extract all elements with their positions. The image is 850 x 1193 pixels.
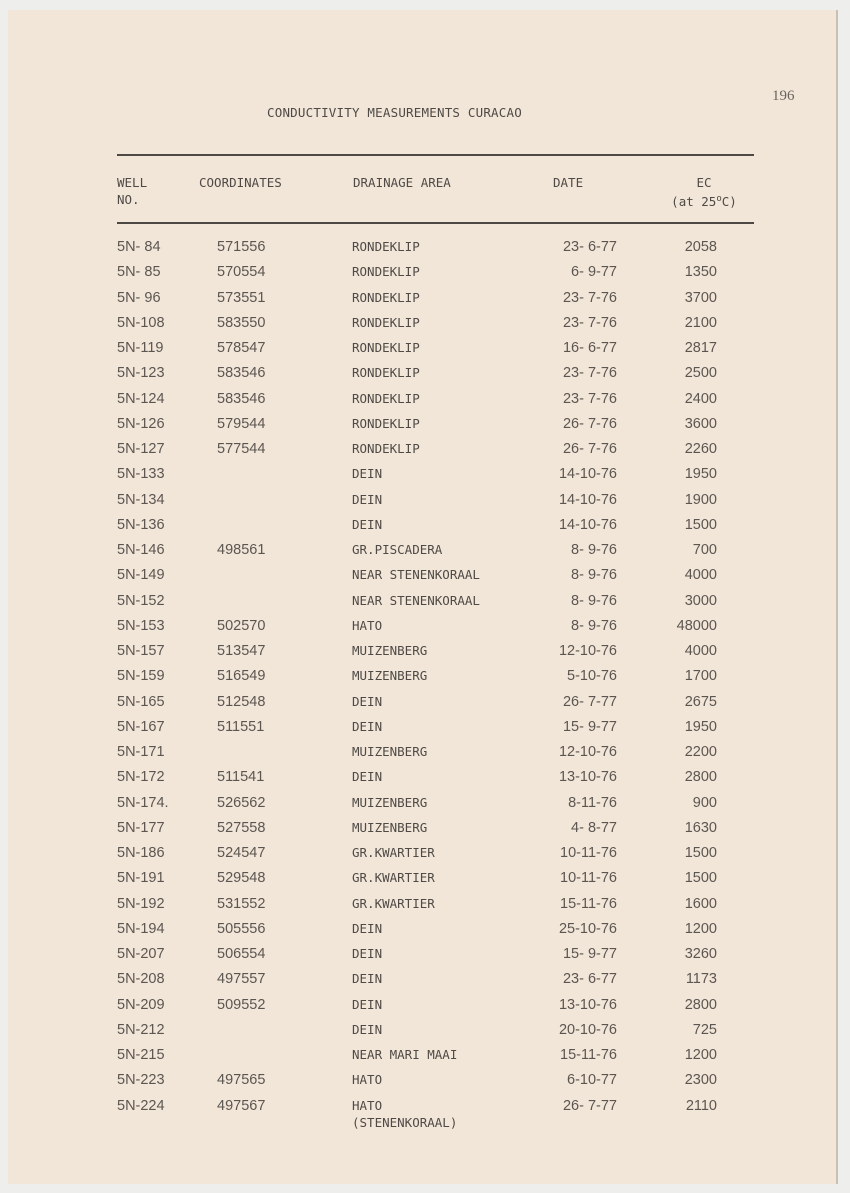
ec-cell: 1200	[684, 1047, 717, 1063]
ec-cell: 48000	[676, 617, 717, 634]
header-ec-line2	[662, 191, 746, 210]
coordinates-cell: 497567	[217, 1097, 266, 1114]
ec-cell: 1500	[684, 845, 717, 861]
ec-cell: 1500	[684, 870, 717, 887]
coordinates-cell: 512548	[217, 693, 266, 710]
coordinates-cell: 583546	[217, 390, 266, 407]
coordinates-cell: 578547	[217, 340, 266, 356]
drainage-area-cell: DEIN	[352, 946, 383, 961]
header-coordinates: COORDINATES	[199, 175, 282, 190]
date-cell: 13-10-76	[558, 996, 617, 1013]
table-row	[0, 1072, 850, 1094]
well-no-cell: 5N-172	[117, 769, 165, 786]
date-cell: 8- 9-76	[571, 592, 617, 609]
date-cell: 14-10-76	[558, 516, 617, 533]
ec-cell: 1600	[684, 895, 717, 912]
coordinates-cell: 511541	[217, 769, 265, 786]
drainage-area-cell: RONDEKLIP	[352, 365, 420, 381]
date-cell: 4- 8-77	[571, 819, 617, 836]
drainage-area-cell: RONDEKLIP	[352, 415, 420, 431]
table-row	[0, 921, 850, 943]
ec-cell: 1700	[684, 668, 717, 685]
date-cell: 26- 7-76	[562, 415, 617, 432]
drainage-area-cell: RONDEKLIP	[352, 239, 420, 254]
header-ec-line1: EC	[696, 175, 712, 190]
document-title: CONDUCTIVITY MEASUREMENTS CURACAO	[267, 105, 522, 120]
coordinates-cell: 526562	[217, 794, 266, 811]
drainage-area-cell: RONDEKLIP	[352, 314, 420, 330]
ec-cell: 2800	[684, 996, 717, 1013]
table-row	[0, 365, 850, 387]
table-row	[0, 668, 850, 690]
drainage-area-cell: DEIN	[352, 491, 383, 507]
drainage-area-cell: DEIN	[352, 971, 383, 987]
table-row	[0, 643, 850, 665]
ec-cell: 3700	[684, 289, 717, 306]
ec-cell: 1950	[684, 466, 717, 483]
date-cell: 6- 9-77	[571, 264, 617, 281]
table-row	[0, 618, 850, 640]
table-row	[0, 769, 850, 791]
coordinates-cell: 497557	[217, 971, 266, 988]
drainage-area-cell: HATO	[352, 1072, 383, 1088]
ec-cell: 2675	[684, 693, 717, 710]
drainage-area-cell: NEAR MARI MAAI	[352, 1047, 458, 1062]
well-no-cell: 5N-134	[117, 491, 165, 508]
table-row	[0, 845, 850, 867]
drainage-area-cell: GR.KWARTIER	[352, 845, 435, 860]
date-cell: 23- 6-77	[562, 239, 617, 255]
date-cell: 14-10-76	[558, 491, 617, 508]
table-row	[0, 997, 850, 1019]
ec-cell: 4000	[684, 567, 717, 584]
well-no-cell: 5N-133	[117, 466, 165, 483]
well-no-cell: 5N-152	[117, 592, 165, 609]
ec-cell: 2800	[684, 769, 717, 786]
well-no-cell: 5N-209	[117, 996, 165, 1013]
coordinates-cell: 509552	[217, 996, 266, 1013]
well-no-cell: 5N-194	[117, 920, 165, 937]
ec-cell: 2260	[684, 441, 717, 457]
well-no-cell: 5N-126	[117, 415, 165, 432]
date-cell: 26- 7-77	[562, 1097, 617, 1114]
header-well-line1: WELL	[117, 175, 148, 190]
drainage-area-cell: RONDEKLIP	[352, 441, 420, 456]
ec-cell: 4000	[684, 643, 717, 659]
header-well-line2: NO.	[117, 192, 140, 207]
ec-cell: 2100	[684, 314, 717, 331]
well-no-cell: 5N-186	[117, 845, 165, 861]
table-row	[0, 719, 850, 741]
coordinates-cell: 502570	[217, 617, 266, 634]
table-row	[0, 593, 850, 615]
ec-cell: 1173	[685, 971, 717, 988]
well-no-cell: 5N-123	[117, 365, 165, 382]
drainage-area-cell: DEIN	[352, 920, 383, 936]
date-cell: 23- 7-76	[562, 365, 617, 382]
header-ec-suffix: C)	[721, 194, 737, 210]
ec-cell: 900	[692, 794, 717, 811]
well-no-cell: 5N-191	[117, 870, 165, 887]
header-well-no	[117, 174, 147, 208]
table-row	[0, 239, 850, 261]
header-date: DATE	[553, 175, 584, 190]
header-bottom-rule	[117, 222, 754, 224]
drainage-area-cell: DEIN	[352, 769, 383, 785]
drainage-area-cell: RONDEKLIP	[352, 390, 420, 406]
date-cell: 12-10-76	[558, 643, 617, 659]
table-row	[0, 694, 850, 716]
drainage-area-cell: MUIZENBERG	[352, 744, 428, 759]
date-cell: 15-11-76	[560, 895, 617, 912]
coordinates-cell: 506554	[217, 946, 266, 962]
coordinates-cell: 524547	[217, 845, 266, 861]
well-no-cell: 5N-223	[117, 1072, 165, 1089]
drainage-area-cell: DEIN	[352, 996, 383, 1012]
well-no-cell: 5N-136	[117, 516, 165, 533]
well-no-cell: 5N- 84	[117, 239, 161, 255]
drainage-area-cell: NEAR STENENKORAAL	[352, 567, 480, 583]
well-no-cell: 5N-127	[117, 441, 165, 457]
coordinates-cell: 527558	[217, 819, 266, 836]
date-cell: 23- 6-77	[562, 971, 617, 988]
well-no-cell: 5N-192	[117, 895, 165, 912]
date-cell: 8- 9-76	[571, 567, 617, 584]
ec-cell: 2500	[684, 365, 717, 382]
table-row	[0, 492, 850, 514]
coordinates-cell: 583546	[217, 365, 266, 382]
well-no-cell: 5N-124	[117, 390, 165, 407]
header-ec	[662, 174, 746, 210]
drainage-area-cell: RONDEKLIP	[352, 289, 420, 305]
coordinates-cell: 513547	[217, 643, 266, 659]
coordinates-cell: 505556	[217, 920, 266, 937]
drainage-area-cell: DEIN	[352, 718, 383, 734]
ec-cell: 2200	[684, 744, 717, 760]
page-number: 196	[772, 88, 795, 104]
coordinates-cell: 583550	[217, 314, 266, 331]
drainage-area-cell: MUIZENBERG	[352, 643, 428, 658]
ec-cell: 2817	[684, 340, 717, 356]
date-cell: 23- 7-76	[562, 390, 617, 407]
well-no-cell: 5N-153	[117, 617, 165, 634]
well-no-cell: 5N-167	[117, 718, 165, 735]
drainage-area-cell: DEIN	[352, 516, 383, 532]
drainage-area-cell: GR.PISCADERA	[352, 542, 443, 557]
coordinates-cell: 498561	[217, 542, 266, 558]
date-cell: 8- 9-76	[571, 617, 617, 634]
ec-cell: 1350	[684, 264, 717, 281]
well-no-cell: 5N- 85	[117, 264, 161, 281]
drainage-area-cell: RONDEKLIP	[352, 340, 420, 355]
coordinates-cell: 579544	[217, 415, 266, 432]
coordinates-cell: 529548	[217, 870, 266, 887]
ec-cell: 1200	[684, 920, 717, 937]
header-ec-degree: o	[716, 194, 722, 204]
drainage-area-cell: MUIZENBERG	[352, 819, 428, 835]
date-cell: 15-11-76	[560, 1047, 617, 1063]
well-no-cell: 5N-215	[117, 1047, 165, 1063]
table-row	[0, 744, 850, 766]
drainage-area-cell: HATO	[352, 617, 383, 633]
table-row	[0, 1047, 850, 1069]
date-cell: 15- 9-77	[562, 718, 617, 735]
table-row	[0, 795, 850, 817]
date-cell: 12-10-76	[558, 744, 617, 760]
ec-cell: 700	[692, 542, 717, 558]
well-no-cell: 5N-149	[117, 567, 165, 584]
date-cell: 26- 7-77	[562, 693, 617, 710]
well-no-cell: 5N-174.	[117, 794, 169, 811]
drainage-area-cell: GR.KWARTIER	[352, 870, 435, 886]
table-row	[0, 567, 850, 589]
table-row	[0, 264, 850, 286]
ec-cell: 2400	[684, 390, 717, 407]
coordinates-cell: 531552	[217, 895, 266, 912]
date-cell: 10-11-76	[560, 845, 617, 861]
date-cell: 16- 6-77	[562, 340, 617, 356]
drainage-area-cell: NEAR STENENKORAAL	[352, 592, 480, 608]
table-row	[0, 946, 850, 968]
well-no-cell: 5N-157	[117, 643, 165, 659]
ec-cell: 1950	[684, 718, 717, 735]
coordinates-cell: 577544	[217, 441, 266, 457]
date-cell: 13-10-76	[558, 769, 617, 786]
ec-cell: 1630	[684, 819, 717, 836]
date-cell: 23- 7-76	[562, 289, 617, 306]
table-row	[0, 870, 850, 892]
well-no-cell: 5N-224	[117, 1097, 165, 1114]
date-cell: 23- 7-76	[562, 314, 617, 331]
well-no-cell: 5N-108	[117, 314, 165, 331]
header-ec-prefix: (at 25	[671, 194, 717, 210]
well-no-cell: 5N-119	[117, 340, 164, 356]
well-no-cell: 5N-177	[117, 819, 165, 836]
ec-cell: 2300	[684, 1072, 717, 1089]
ec-cell: 3260	[684, 946, 717, 962]
drainage-area-cell: DEIN	[352, 1021, 383, 1037]
date-cell: 8-11-76	[568, 794, 617, 811]
table-row	[0, 1097, 850, 1130]
date-cell: 20-10-76	[558, 1021, 617, 1038]
coordinates-cell: 511551	[217, 718, 265, 735]
table-row	[0, 340, 850, 362]
well-no-cell: 5N-208	[117, 971, 165, 988]
ec-cell: 1500	[684, 516, 717, 533]
drainage-area-cell: MUIZENBERG	[352, 794, 428, 810]
coordinates-cell: 573551	[217, 289, 266, 306]
table-row	[0, 315, 850, 337]
header-top-rule	[117, 154, 754, 156]
header-drainage-area: DRAINAGE AREA	[353, 175, 451, 190]
well-no-cell: 5N-207	[117, 946, 165, 962]
well-no-cell: 5N-212	[117, 1021, 165, 1038]
well-no-cell: 5N- 96	[117, 289, 161, 306]
date-cell: 10-11-76	[560, 870, 617, 887]
coordinates-cell: 497565	[217, 1072, 266, 1089]
drainage-area-cell: MUIZENBERG	[352, 668, 428, 684]
ec-cell: 725	[692, 1021, 717, 1038]
well-no-cell: 5N-146	[117, 542, 165, 558]
coordinates-cell: 571556	[217, 239, 266, 255]
well-no-cell: 5N-171	[117, 744, 165, 760]
ec-cell: 3600	[684, 415, 717, 432]
well-no-cell: 5N-165	[117, 693, 165, 710]
date-cell: 26- 7-76	[562, 441, 617, 457]
ec-cell: 2110	[685, 1097, 717, 1114]
date-cell: 8- 9-76	[571, 542, 617, 558]
table-row	[0, 290, 850, 312]
drainage-area-cell: DEIN	[352, 693, 383, 709]
date-cell: 14-10-76	[558, 466, 617, 483]
table-row	[0, 971, 850, 993]
table-row	[0, 542, 850, 564]
date-cell: 6-10-77	[567, 1072, 617, 1089]
date-cell: 25-10-76	[558, 920, 617, 937]
table-row	[0, 466, 850, 488]
table-row	[0, 391, 850, 413]
coordinates-cell: 516549	[217, 668, 266, 685]
table-row	[0, 517, 850, 539]
date-cell: 5-10-76	[567, 668, 617, 685]
drainage-area-cell: DEIN	[352, 466, 383, 482]
drainage-area-cell: HATO	[352, 1097, 383, 1113]
drainage-area-cell-line2: (STENENKORAAL)	[352, 1114, 458, 1130]
table-row	[0, 441, 850, 463]
drainage-area-cell: GR.KWARTIER	[352, 895, 435, 911]
table-row	[0, 416, 850, 438]
table-row	[0, 896, 850, 918]
coordinates-cell: 570554	[217, 264, 266, 281]
table-row	[0, 820, 850, 842]
ec-cell: 1900	[684, 491, 717, 508]
ec-cell: 3000	[684, 592, 717, 609]
table-row	[0, 1022, 850, 1044]
drainage-area-cell: RONDEKLIP	[352, 264, 420, 280]
well-no-cell: 5N-159	[117, 668, 165, 685]
ec-cell: 2058	[684, 239, 717, 255]
date-cell: 15- 9-77	[562, 946, 617, 962]
